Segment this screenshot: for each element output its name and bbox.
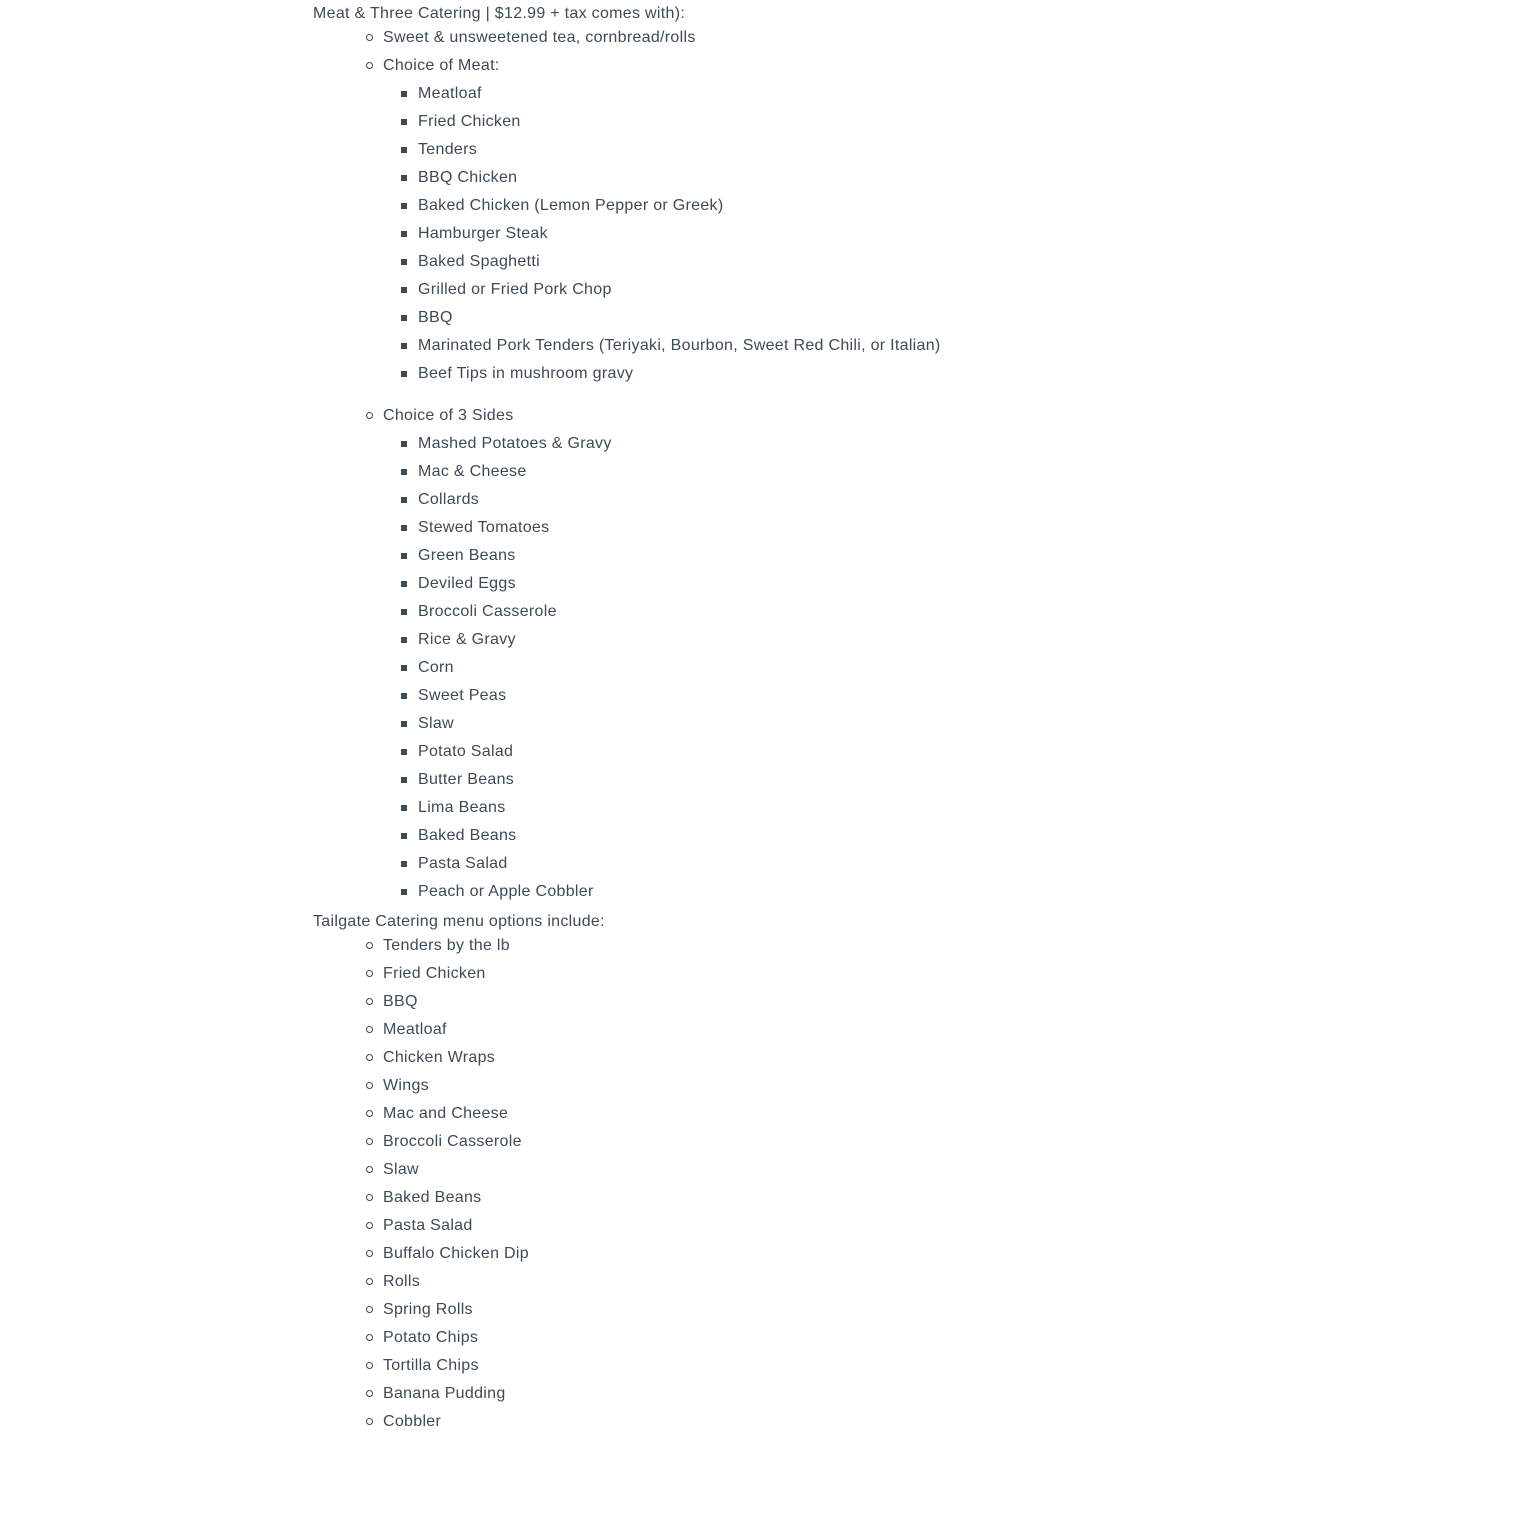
meat-option	[418, 304, 1313, 332]
list-item-label: Pasta Salad	[383, 1217, 473, 1234]
list-item-label: Choice of Meat:	[383, 57, 500, 74]
side-options-list	[383, 430, 1313, 906]
side-option-label: Broccoli Casserole	[418, 603, 557, 620]
tailgate-heading: Tailgate Catering menu options include:	[313, 913, 605, 930]
side-option	[418, 682, 1313, 710]
catering-menu	[313, 4, 1313, 1436]
square-bullet-icon	[401, 119, 407, 125]
side-option-label: Collards	[418, 491, 480, 508]
circle-bullet-icon	[366, 1166, 373, 1173]
list-item	[383, 1072, 1313, 1100]
list-item-label: Choice of 3 Sides	[383, 407, 514, 424]
side-option-label: Sweet Peas	[418, 687, 507, 704]
circle-bullet-icon	[366, 412, 373, 419]
circle-bullet-icon	[366, 1138, 373, 1145]
square-bullet-icon	[401, 805, 407, 811]
circle-bullet-icon	[366, 1222, 373, 1229]
list-item	[383, 1156, 1313, 1184]
list-item	[383, 24, 1313, 52]
circle-bullet-icon	[366, 942, 373, 949]
meat-option	[418, 360, 1313, 388]
meat-option-label: Hamburger Steak	[418, 225, 548, 242]
list-item-label: Sweet & unsweetened tea, cornbread/rolls	[383, 29, 696, 46]
square-bullet-icon	[401, 371, 407, 377]
circle-bullet-icon	[366, 1026, 373, 1033]
meat-option-label: Baked Chicken (Lemon Pepper or Greek)	[418, 197, 724, 214]
list-item-label: Broccoli Casserole	[383, 1133, 522, 1150]
list-item	[383, 1240, 1313, 1268]
meat-option-label: BBQ Chicken	[418, 169, 518, 186]
side-option	[418, 542, 1313, 570]
list-item-label: Slaw	[383, 1161, 419, 1178]
list-item-label: Baked Beans	[383, 1189, 482, 1206]
square-bullet-icon	[401, 525, 407, 531]
meat-option-label: Grilled or Fried Pork Chop	[418, 281, 612, 298]
square-bullet-icon	[401, 259, 407, 265]
side-option-label: Corn	[418, 659, 454, 676]
side-option-label: Deviled Eggs	[418, 575, 516, 592]
list-item	[383, 1324, 1313, 1352]
square-bullet-icon	[401, 203, 407, 209]
square-bullet-icon	[401, 833, 407, 839]
side-option	[418, 850, 1313, 878]
meat-option-label: Tenders	[418, 141, 478, 158]
list-item	[383, 1380, 1313, 1408]
square-bullet-icon	[401, 637, 407, 643]
square-bullet-icon	[401, 721, 407, 727]
list-item-label: Mac and Cheese	[383, 1105, 509, 1122]
meat-option-label: BBQ	[418, 309, 453, 326]
list-item	[383, 1296, 1313, 1324]
square-bullet-icon	[401, 231, 407, 237]
side-option	[418, 486, 1313, 514]
square-bullet-icon	[401, 693, 407, 699]
circle-bullet-icon	[366, 1390, 373, 1397]
square-bullet-icon	[401, 315, 407, 321]
list-item-choice-of-meat	[383, 52, 1313, 388]
side-option	[418, 710, 1313, 738]
meat-option-label: Baked Spaghetti	[418, 253, 540, 270]
side-option-label: Green Beans	[418, 547, 516, 564]
meat-option	[418, 220, 1313, 248]
circle-bullet-icon	[366, 1306, 373, 1313]
square-bullet-icon	[401, 889, 407, 895]
meat-option-label: Beef Tips in mushroom gravy	[418, 365, 634, 382]
meat-option	[418, 248, 1313, 276]
list-item-choice-of-sides	[383, 402, 1313, 906]
meat-option-label: Marinated Pork Tenders (Teriyaki, Bourbon, Sweet Red Chili, or Italian)	[418, 337, 941, 354]
square-bullet-icon	[401, 777, 407, 783]
circle-bullet-icon	[366, 1362, 373, 1369]
list-item-label: Wings	[383, 1077, 429, 1094]
square-bullet-icon	[401, 441, 407, 447]
side-option	[418, 514, 1313, 542]
square-bullet-icon	[401, 553, 407, 559]
side-option	[418, 598, 1313, 626]
side-option	[418, 458, 1313, 486]
side-option	[418, 626, 1313, 654]
side-option-label: Stewed Tomatoes	[418, 519, 550, 536]
list-item	[383, 1408, 1313, 1436]
meat-option-label: Meatloaf	[418, 85, 482, 102]
meat-three-heading: Meat & Three Catering | $12.99 + tax comes with):	[313, 5, 686, 22]
meat-three-list	[313, 24, 1313, 906]
list-item	[383, 1100, 1313, 1128]
meat-option-label: Fried Chicken	[418, 113, 521, 130]
meat-option	[418, 192, 1313, 220]
list-item	[383, 1184, 1313, 1212]
side-option-label: Peach or Apple Cobbler	[418, 883, 594, 900]
meat-options-list	[383, 80, 1313, 388]
side-option-label: Pasta Salad	[418, 855, 508, 872]
meat-option	[418, 276, 1313, 304]
list-item-label: Cobbler	[383, 1413, 442, 1430]
list-item-label: BBQ	[383, 993, 418, 1010]
circle-bullet-icon	[366, 1054, 373, 1061]
circle-bullet-icon	[366, 1110, 373, 1117]
circle-bullet-icon	[366, 1278, 373, 1285]
tailgate-list	[313, 932, 1313, 1436]
list-item-label: Spring Rolls	[383, 1301, 473, 1318]
square-bullet-icon	[401, 609, 407, 615]
side-option	[418, 654, 1313, 682]
square-bullet-icon	[401, 497, 407, 503]
side-option-label: Mac & Cheese	[418, 463, 527, 480]
circle-bullet-icon	[366, 970, 373, 977]
side-option-label: Mashed Potatoes & Gravy	[418, 435, 612, 452]
list-item	[383, 960, 1313, 988]
circle-bullet-icon	[366, 998, 373, 1005]
circle-bullet-icon	[366, 1194, 373, 1201]
meat-option	[418, 164, 1313, 192]
side-option	[418, 738, 1313, 766]
meat-option	[418, 136, 1313, 164]
side-option-label: Butter Beans	[418, 771, 515, 788]
side-option	[418, 766, 1313, 794]
list-item	[383, 932, 1313, 960]
side-option-label: Rice & Gravy	[418, 631, 516, 648]
square-bullet-icon	[401, 343, 407, 349]
square-bullet-icon	[401, 861, 407, 867]
square-bullet-icon	[401, 469, 407, 475]
list-item-label: Potato Chips	[383, 1329, 479, 1346]
side-option-label: Lima Beans	[418, 799, 506, 816]
side-option	[418, 430, 1313, 458]
list-item-label: Rolls	[383, 1273, 421, 1290]
square-bullet-icon	[401, 665, 407, 671]
list-item	[383, 1352, 1313, 1380]
meat-option	[418, 108, 1313, 136]
side-option-label: Slaw	[418, 715, 454, 732]
square-bullet-icon	[401, 749, 407, 755]
square-bullet-icon	[401, 147, 407, 153]
list-item-label: Tortilla Chips	[383, 1357, 479, 1374]
list-item-label: Fried Chicken	[383, 965, 486, 982]
side-option	[418, 570, 1313, 598]
side-option-label: Potato Salad	[418, 743, 514, 760]
meat-option	[418, 80, 1313, 108]
list-item	[383, 1212, 1313, 1240]
side-option-label: Baked Beans	[418, 827, 517, 844]
circle-bullet-icon	[366, 62, 373, 69]
circle-bullet-icon	[366, 1250, 373, 1257]
square-bullet-icon	[401, 175, 407, 181]
square-bullet-icon	[401, 581, 407, 587]
list-item	[383, 988, 1313, 1016]
circle-bullet-icon	[366, 1418, 373, 1425]
list-item-label: Buffalo Chicken Dip	[383, 1245, 529, 1262]
side-option	[418, 878, 1313, 906]
side-option	[418, 794, 1313, 822]
square-bullet-icon	[401, 91, 407, 97]
circle-bullet-icon	[366, 1334, 373, 1341]
list-item-label: Chicken Wraps	[383, 1049, 496, 1066]
list-item-label: Tenders by the lb	[383, 937, 510, 954]
list-item	[383, 1044, 1313, 1072]
list-item	[383, 1016, 1313, 1044]
list-item	[383, 1128, 1313, 1156]
meat-option	[418, 332, 1313, 360]
list-item-label: Banana Pudding	[383, 1385, 506, 1402]
square-bullet-icon	[401, 287, 407, 293]
side-option	[418, 822, 1313, 850]
circle-bullet-icon	[366, 34, 373, 41]
list-item	[383, 1268, 1313, 1296]
circle-bullet-icon	[366, 1082, 373, 1089]
list-item-label: Meatloaf	[383, 1021, 447, 1038]
